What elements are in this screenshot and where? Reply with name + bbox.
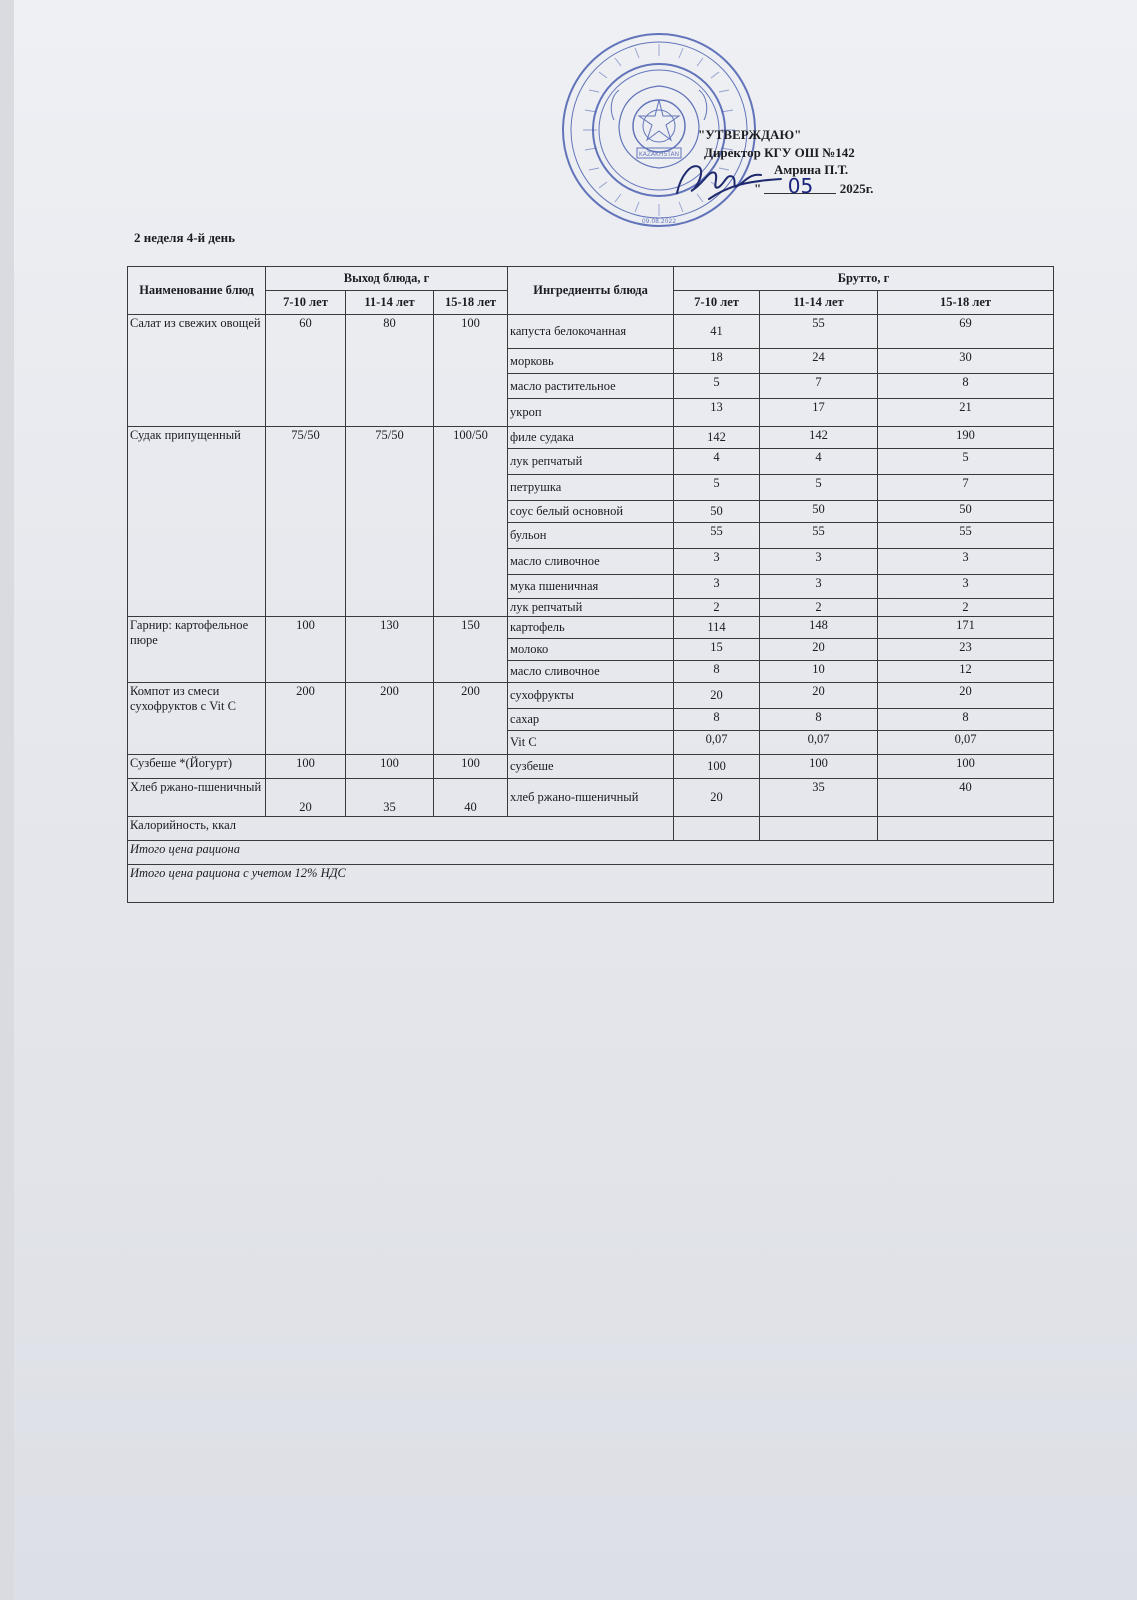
ingredient-name: сахар [508,709,674,731]
calories-value-1 [674,817,760,841]
ingredient-name: масло сливочное [508,661,674,683]
ingredient-brutto: 2 [760,599,878,617]
calories-label: Калорийность, ккал [128,817,674,841]
dish-name: Сузбеше *(Йогурт) [128,755,266,779]
ingredient-brutto: 40 [878,779,1054,817]
ingredient-name: мука пшеничная [508,575,674,599]
ingredient-brutto: 7 [760,374,878,399]
dish-output: 60 [266,315,346,427]
ingredient-brutto: 55 [878,523,1054,549]
handwritten-signature-icon [669,155,789,205]
ingredient-brutto: 50 [674,501,760,523]
svg-text:09.08.2022: 09.08.2022 [641,218,677,225]
ingredient-name: Vit C [508,731,674,755]
header-brutto-age-3: 15-18 лет [878,291,1054,315]
ingredient-brutto: 20 [674,683,760,709]
dish-name: Салат из свежих овощей [128,315,266,427]
table-row [128,683,1054,709]
ingredient-brutto: 2 [674,599,760,617]
header-output-age-2: 11-14 лет [346,291,434,315]
ingredient-name: масло растительное [508,374,674,399]
ingredient-brutto: 8 [878,374,1054,399]
dish-output: 35 [346,779,434,817]
ingredient-brutto: 55 [674,523,760,549]
approval-title: "УТВЕРЖДАЮ" [698,127,802,142]
ingredient-brutto: 100 [674,755,760,779]
ingredient-brutto: 0,07 [674,731,760,755]
dish-name: Компот из смеси сухофруктов с Vit C [128,683,266,755]
ingredient-brutto: 50 [760,501,878,523]
ingredient-brutto: 55 [760,315,878,349]
ingredient-brutto: 30 [878,349,1054,374]
ingredient-brutto: 3 [674,549,760,575]
dish-output: 150 [434,617,508,683]
ingredient-brutto: 24 [760,349,878,374]
dish-output: 75/50 [346,427,434,617]
ingredient-name: укроп [508,399,674,427]
day-title: 2 неделя 4-й день [134,230,236,245]
ingredient-brutto: 3 [760,575,878,599]
ingredient-brutto: 18 [674,349,760,374]
ingredient-brutto: 20 [878,683,1054,709]
header-brutto-age-2: 11-14 лет [760,291,878,315]
ingredient-brutto: 5 [760,475,878,501]
ingredient-brutto: 7 [878,475,1054,501]
ingredient-name: сухофрукты [508,683,674,709]
ingredient-brutto: 4 [760,449,878,475]
header-dish-name: Наименование блюд [128,267,266,315]
ingredient-brutto: 3 [760,549,878,575]
ingredient-brutto: 50 [878,501,1054,523]
ingredient-brutto: 3 [878,549,1054,575]
header-ingredients: Ингредиенты блюда [508,267,674,315]
ingredient-brutto: 3 [878,575,1054,599]
dish-output: 100 [434,315,508,427]
ingredient-brutto: 142 [760,427,878,449]
ingredient-brutto: 0,07 [760,731,878,755]
ingredient-brutto: 5 [878,449,1054,475]
dish-output: 100 [266,617,346,683]
dish-output: 100/50 [434,427,508,617]
ingredient-brutto: 69 [878,315,1054,349]
total-price-label: Итого цена рациона [128,841,1054,865]
dish-output: 200 [346,683,434,755]
dish-name: Гарнир: картофельное пюре [128,617,266,683]
approval-date-day: " [754,180,762,196]
ingredient-brutto: 5 [674,374,760,399]
table-row [128,617,1054,639]
ingredient-name: соус белый основной [508,501,674,523]
ingredient-name: молоко [508,639,674,661]
dish-output: 200 [434,683,508,755]
ingredient-brutto: 17 [760,399,878,427]
dish-output: 80 [346,315,434,427]
dish-output: 40 [434,779,508,817]
ingredient-name: хлеб ржано-пшеничный [508,779,674,817]
ingredient-brutto: 3 [674,575,760,599]
ingredient-name: бульон [508,523,674,549]
total-price-vat-label: Итого цена рациона с учетом 12% НДС [128,865,1054,903]
ingredient-brutto: 114 [674,617,760,639]
ingredient-brutto: 142 [674,427,760,449]
approval-name: Амрина П.Т. [774,162,849,178]
ingredient-brutto: 55 [760,523,878,549]
ingredient-brutto: 171 [878,617,1054,639]
dish-output: 20 [266,779,346,817]
ingredient-brutto: 20 [674,779,760,817]
table-row [128,755,1054,779]
table-row [128,315,1054,349]
approval-position: Директор КГУ ОШ №142 [704,144,855,160]
ingredient-brutto: 35 [760,779,878,817]
table-row [128,427,1054,449]
header-output-age-1: 7-10 лет [266,291,346,315]
ingredient-brutto: 13 [674,399,760,427]
ingredient-name: лук репчатый [508,599,674,617]
ingredient-brutto: 23 [878,639,1054,661]
dish-name: Хлеб ржано-пшеничный [128,779,266,817]
ingredient-brutto: 4 [674,449,760,475]
header-brutto: Брутто, г [674,267,1054,291]
dish-output: 130 [346,617,434,683]
ingredient-name: картофель [508,617,674,639]
calories-value-2 [760,817,878,841]
header-output: Выход блюда, г [266,267,508,291]
approval-date-year: 2025г. [839,180,874,196]
approval-date-month: 05 [764,179,836,194]
ingredient-brutto: 8 [878,709,1054,731]
ingredient-brutto: 15 [674,639,760,661]
ingredient-brutto: 8 [674,709,760,731]
ingredient-brutto: 10 [760,661,878,683]
header-brutto-age-1: 7-10 лет [674,291,760,315]
dish-output: 100 [346,755,434,779]
table-row [128,779,1054,817]
ingredient-brutto: 148 [760,617,878,639]
header-output-age-3: 15-18 лет [434,291,508,315]
ingredient-name: морковь [508,349,674,374]
dish-output: 100 [266,755,346,779]
ingredient-brutto: 2 [878,599,1054,617]
ingredient-brutto: 8 [674,661,760,683]
ingredient-name: капуста белокочанная [508,315,674,349]
ingredient-name: масло сливочное [508,549,674,575]
dish-output: 75/50 [266,427,346,617]
menu-table [127,266,1054,903]
ingredient-brutto: 12 [878,661,1054,683]
ingredient-brutto: 21 [878,399,1054,427]
ingredient-name: филе судака [508,427,674,449]
menu-table-body [128,315,1054,817]
svg-text:KAZAKHSTAN: KAZAKHSTAN [638,151,680,158]
ingredient-brutto: 0,07 [878,731,1054,755]
ingredient-name: петрушка [508,475,674,501]
dish-output: 100 [434,755,508,779]
ingredient-brutto: 20 [760,639,878,661]
document-page [14,0,1137,1600]
ingredient-brutto: 20 [760,683,878,709]
dish-name: Судак припущенный [128,427,266,617]
ingredient-brutto: 5 [674,475,760,501]
ingredient-brutto: 100 [878,755,1054,779]
dish-output: 200 [266,683,346,755]
ingredient-brutto: 190 [878,427,1054,449]
ingredient-brutto: 100 [760,755,878,779]
calories-value-3 [878,817,1054,841]
ingredient-brutto: 8 [760,709,878,731]
ingredient-name: лук репчатый [508,449,674,475]
ingredient-name: сузбеше [508,755,674,779]
ingredient-brutto: 41 [674,315,760,349]
